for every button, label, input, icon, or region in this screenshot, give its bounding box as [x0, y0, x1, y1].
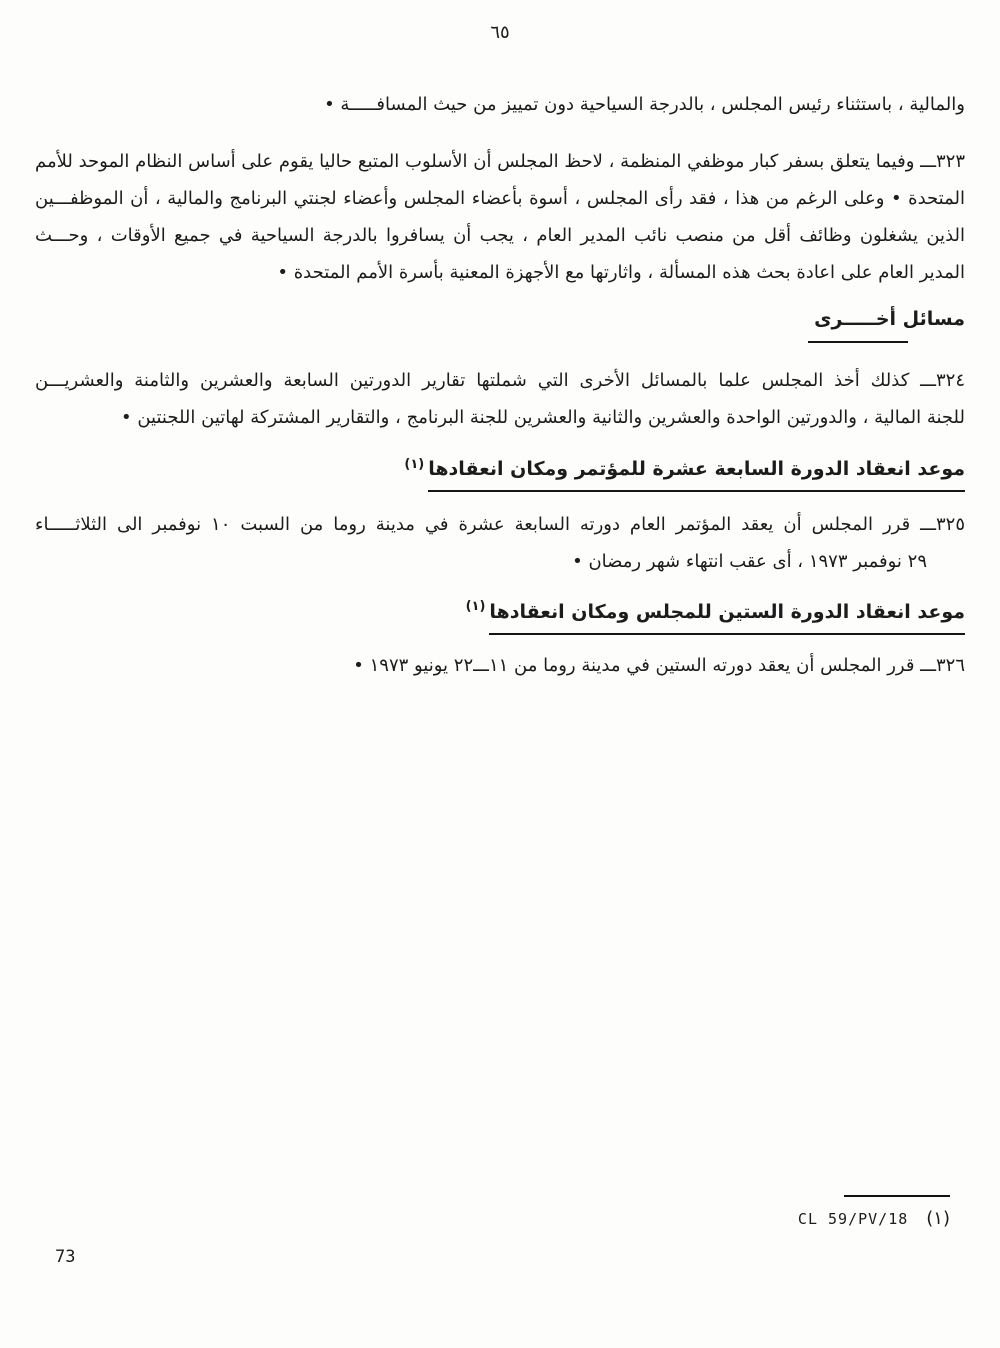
paragraph-323-line-4: المدير العام على اعادة بحث هذه المسألة ، واثارتها مع الأجهزة المعنية بأسرة الأمم المتحدة • [277, 262, 965, 283]
paragraph-324-line-1: ٣٢٤ـــ كذلك أخذ المجلس علما بالمسائل الأخرى التي شملتها تقارير الدورتين السابعة والعشرين والثامنة والعشريـــن [35, 370, 965, 391]
section-heading-council-session [466, 592, 965, 634]
section-heading-council-session-row [35, 592, 965, 634]
paragraph-325-line-2: ٢٩ نوفمبر ١٩٧٣ ، أى عقب انتهاء شهر رمضان • [572, 551, 927, 573]
heading-conference-session-label: موعد انعقاد الدورة السابعة عشرة للمؤتمر ومكان انعقادها [428, 454, 965, 492]
section-heading-conference-session [404, 450, 965, 492]
document-body [35, 86, 965, 684]
paragraph-323-line-1: ٣٢٣ـــ وفيما يتعلق بسفر كبار موظفي المنظمة ، لاحظ المجلس أن الأسلوب المتبع حاليا يقوم على أساس النظام الموحد للأمم [35, 151, 965, 172]
paragraph-324 [35, 362, 965, 436]
heading-council-session-label: موعد انعقاد الدورة الستين للمجلس ومكان انعقادها [489, 597, 965, 635]
paragraph-323-line-3: الذين يشغلون وظائف أقل من منصب نائب المدير العام ، يجب أن يسافروا بالدرجة السياحية في جميع الأوقات ، وحـــث [35, 225, 965, 246]
section-heading-other-matters-row [35, 301, 965, 338]
page-number-bottom: 73 [55, 1247, 76, 1267]
footnote-marker-superscript: (١) [404, 457, 425, 472]
footnote-marker-superscript: (١) [465, 599, 486, 615]
paragraph-325-line-1: ٣٢٥ـــ قرر المجلس أن يعقد المؤتمر العام دورته السابعة عشرة في مدينة روما من السبت ١٠ نوفمبر الى الثلاثـــــاء [35, 514, 965, 536]
paragraph-continuation: والمالية ، باستثناء رئيس المجلس ، بالدرجة السياحية دون تمييز من حيث المسافـــــة • [324, 94, 965, 115]
section-heading-conference-session-row [35, 450, 965, 492]
footnote-reference: CL 59/PV/18 [797, 1210, 909, 1228]
section-heading-other-matters [814, 304, 965, 334]
paragraph-325 [35, 506, 965, 580]
page-number-top: ٦٥ [490, 22, 510, 43]
heading-other-matters-label: مسائل أخـــــرى [814, 308, 965, 330]
paragraph-326 [35, 647, 965, 684]
paragraph-324-line-2: للجنة المالية ، والدورتين الواحدة والعشرين والثانية والعشرين للجنة البرنامج ، والتقارير المشتركة لهاتين اللجنتين • [121, 407, 965, 428]
footnote-separator-rule [844, 1195, 950, 1197]
paragraph-323-line-2: المتحدة • وعلى الرغم من هذا ، فقد رأى المجلس ، أسوة بأعضاء المجلس وأعضاء لجنتي البرنامج والمالية ، أن الموظفـــين [35, 188, 965, 209]
paragraph-326-line-1: ٣٢٦ـــ قرر المجلس أن يعقد دورته الستين في مدينة روما من ١١ـــ٢٢ يونيو ١٩٧٣ • [353, 654, 965, 676]
footnote [798, 1208, 950, 1229]
footnote-marker: (١) [926, 1208, 950, 1229]
paragraph-323 [35, 143, 965, 291]
